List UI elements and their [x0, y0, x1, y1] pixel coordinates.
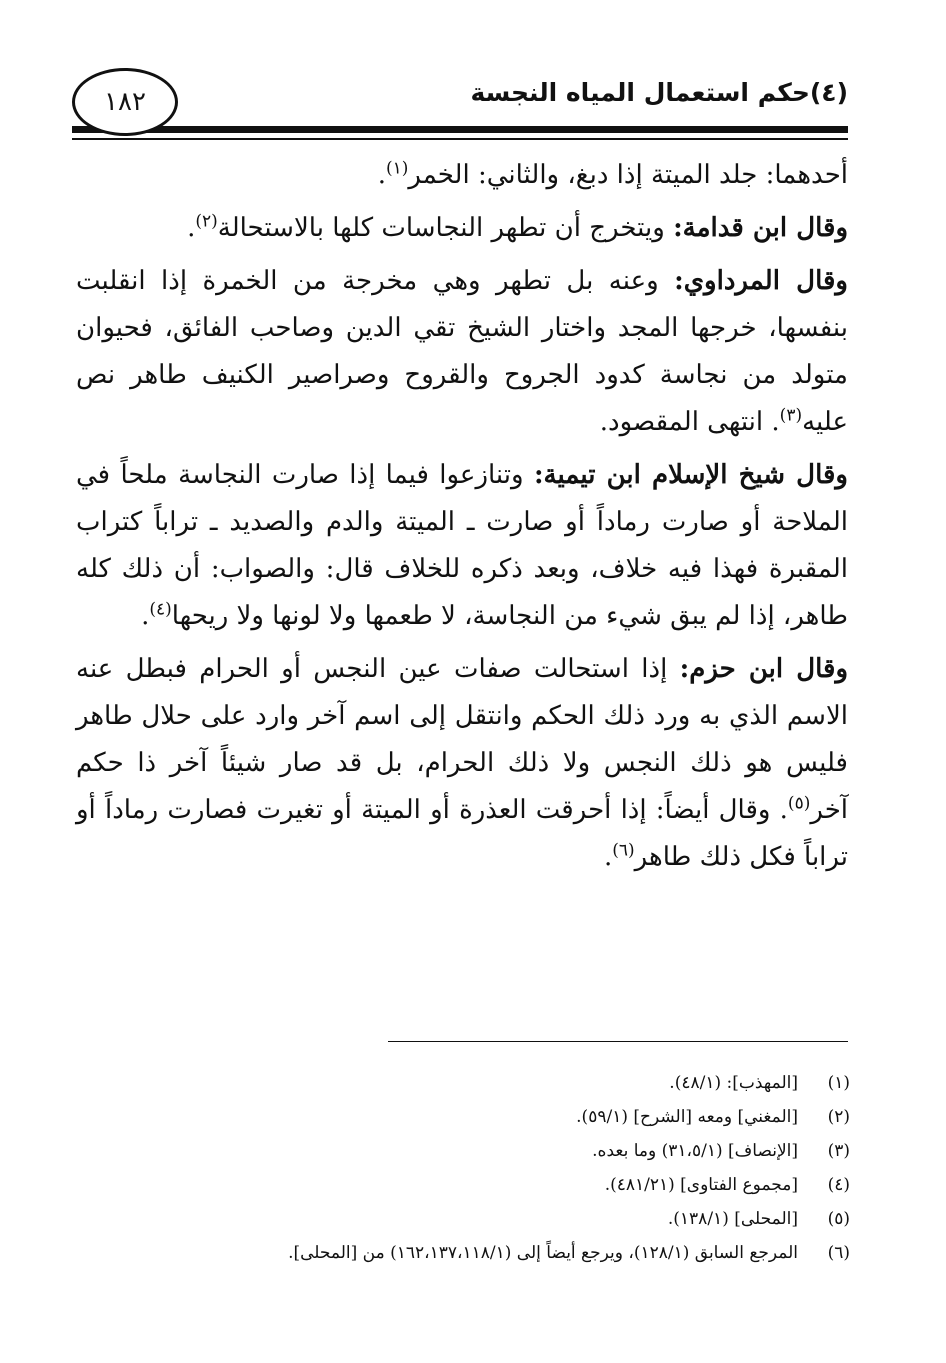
page-number-badge — [72, 68, 178, 136]
footnote-number: (٦) — [827, 1243, 850, 1263]
footnote-number: (٣) — [827, 1141, 850, 1161]
footnote-item — [150, 1236, 850, 1270]
footnote-text: [المحلى] (١٣٨/١). — [667, 1209, 798, 1229]
footnote-text: [المهذب]: (٤٨/١). — [669, 1073, 798, 1093]
paragraph-5 — [76, 646, 848, 881]
footnote-number: (٤) — [827, 1175, 850, 1195]
header-rule-thin — [72, 138, 848, 140]
footnote-ref: (٣) — [779, 405, 803, 426]
paragraph-text: ويتخرج أن تطهر النجاسات كلها بالاستحالة — [217, 213, 674, 243]
paragraph-end: . — [187, 213, 196, 243]
footnote-item — [150, 1168, 850, 1202]
paragraph-text: وتنازعوا فيما إذا صارت النجاسة ملحاً في الملاحة أو صارت رماداً أو صارت ـ الميتة والدم والصديد ـ تراباً كتراب المقبرة فهذا فيه خلاف، وبعد ذكره للخلاف قال: والصواب: أن ذلك كله طاهر، إذا لم يبق شيء من النجاسة، لا طعمها ولا لونها ولا ريحها — [76, 460, 848, 631]
header-rule-thick — [72, 126, 848, 133]
footnote-ref: (٦) — [612, 840, 635, 861]
speaker-name: وقال ابن حزم: — [679, 654, 849, 684]
footnote-separator — [388, 1041, 848, 1042]
footnote-number: (٢) — [827, 1107, 850, 1127]
footnote-text: [المغني] ومعه [الشرح] (٥٩/١). — [576, 1107, 798, 1127]
footnote-text: [مجموع الفتاوى] (٤٨١/٢١). — [604, 1175, 798, 1195]
paragraph-2 — [76, 205, 848, 252]
footnotes — [150, 1066, 850, 1270]
speaker-name: وقال شيخ الإسلام ابن تيمية: — [533, 460, 848, 490]
footnote-number: (٥) — [827, 1209, 850, 1229]
footnote-item — [150, 1202, 850, 1236]
paragraph-text-continued: . وقال أيضاً: إذا أحرقت العذرة أو الميتة أو تغيرت فصارت رماداً أو تراباً فكل ذلك طاهر — [76, 795, 848, 872]
footnote-text: المرجع السابق (١٢٨/١)، ويرجع أيضاً إلى (١٦٢،١٣٧،١١٨/١) من [المحلى]. — [288, 1243, 798, 1263]
paragraph-end: . — [141, 601, 150, 631]
footnote-ref: (٤) — [149, 599, 172, 620]
footnote-ref: (١) — [385, 158, 409, 179]
paragraph-text: أحدهما: جلد الميتة إذا دبغ، والثاني: الخمر — [408, 160, 848, 190]
footnote-item — [150, 1134, 850, 1168]
paragraph-text: وعنه بل تطهر وهي مخرجة من الخمرة إذا انقلبت بنفسها، خرجها المجد واختار الشيخ تقي الدين وصاحب الفائق، فحيوان متولد من نجاسة كدود الجروح والقروح وصراصير الكنيف طاهر نص عليه — [76, 266, 848, 437]
speaker-name: وقال ابن قدامة: — [673, 213, 848, 243]
footnote-number: (١) — [827, 1073, 850, 1093]
paragraph-3 — [76, 258, 848, 446]
paragraph-end: . انتهى المقصود. — [599, 407, 780, 437]
paragraph-4 — [76, 452, 848, 640]
footnote-text: [الإنصاف] (٣١،٥/١) وما بعده. — [592, 1141, 798, 1161]
chapter-title: (٤)حكم استعمال المياه النجسة — [470, 78, 848, 107]
running-header — [72, 60, 848, 150]
footnote-item — [150, 1066, 850, 1100]
paragraph-end: . — [377, 160, 386, 190]
footnote-item — [150, 1100, 850, 1134]
footnote-ref: (٢) — [195, 211, 218, 232]
footnote-ref: (٥) — [787, 793, 811, 814]
paragraph-end: . — [603, 842, 613, 872]
page-number: ١٨٢ — [104, 87, 146, 117]
main-text — [76, 152, 848, 887]
paragraph-text: إذا استحالت صفات عين النجس أو الحرام فبطل عنه الاسم الذي به ورد ذلك الحكم وانتقل إلى اسم آخر وارد على حلال طاهر فليس هو ذلك النجس ولا ذلك الحرام، بل قد صار شيئاً آخر ذا حكم آخر — [76, 654, 848, 825]
speaker-name: وقال المرداوي: — [674, 266, 848, 296]
paragraph-1 — [76, 152, 848, 199]
